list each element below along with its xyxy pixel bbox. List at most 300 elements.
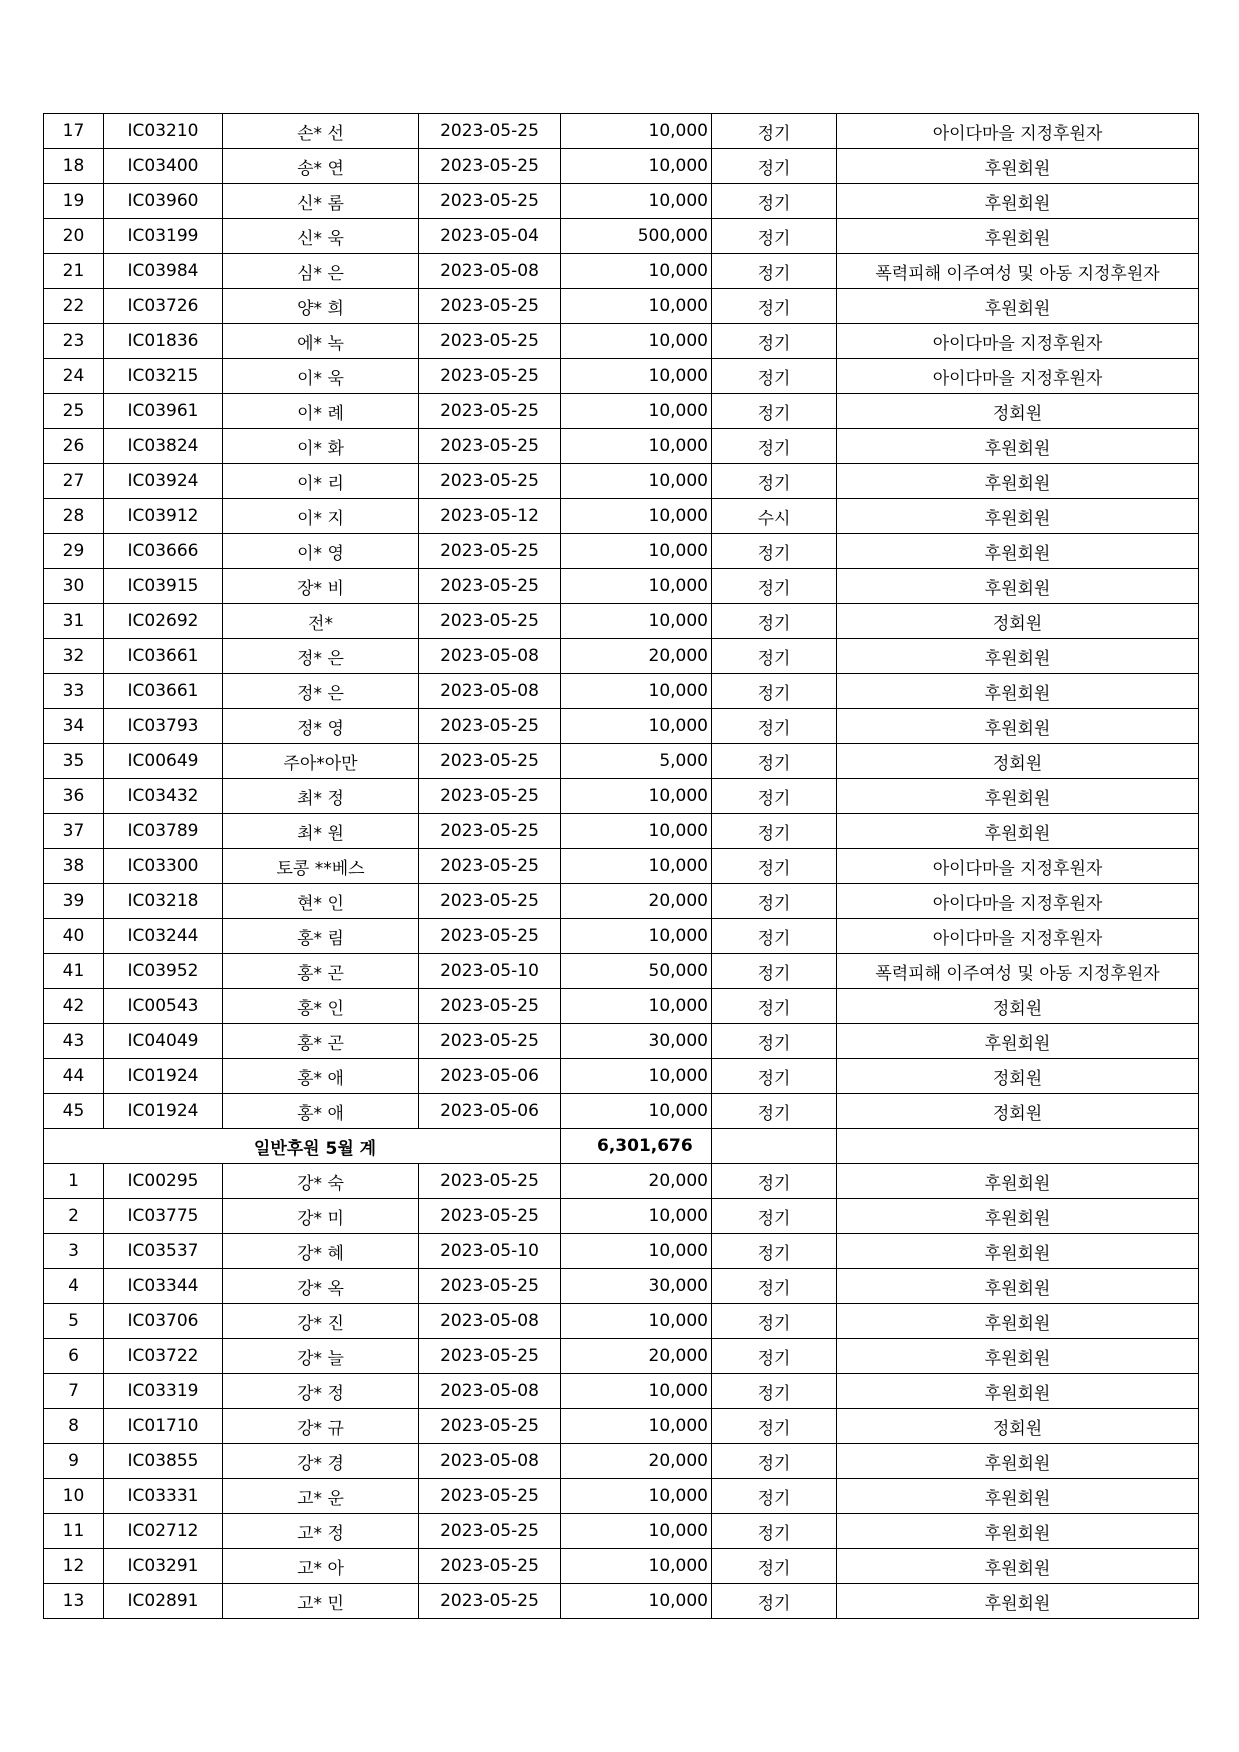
donor-id: IC02712 bbox=[104, 1514, 223, 1549]
row-number: 41 bbox=[44, 954, 104, 989]
donor-name: 정* 은 bbox=[223, 639, 419, 674]
row-number: 42 bbox=[44, 989, 104, 1024]
row-number: 18 bbox=[44, 149, 104, 184]
donor-category: 아이다마을 지정후원자 bbox=[837, 884, 1199, 919]
donor-id: IC03199 bbox=[104, 219, 223, 254]
row-number: 25 bbox=[44, 394, 104, 429]
donation-type: 정기 bbox=[712, 709, 837, 744]
donor-category: 후원회원 bbox=[837, 779, 1199, 814]
donation-amount: 10,000 bbox=[561, 324, 712, 359]
donor-id: IC02891 bbox=[104, 1584, 223, 1619]
donation-amount: 10,000 bbox=[561, 1199, 712, 1234]
donation-type: 정기 bbox=[712, 254, 837, 289]
donor-category: 폭력피해 이주여성 및 아동 지정후원자 bbox=[837, 954, 1199, 989]
donor-category: 후원회원 bbox=[837, 569, 1199, 604]
empty-cell bbox=[837, 1129, 1199, 1164]
donor-category: 후원회원 bbox=[837, 1164, 1199, 1199]
donor-id: IC02692 bbox=[104, 604, 223, 639]
donor-name: 송* 연 bbox=[223, 149, 419, 184]
donation-date: 2023-05-25 bbox=[419, 1269, 561, 1304]
table-row bbox=[44, 534, 1199, 569]
table-row bbox=[44, 674, 1199, 709]
donor-name: 강* 숙 bbox=[223, 1164, 419, 1199]
donor-category: 후원회원 bbox=[837, 534, 1199, 569]
donation-amount: 10,000 bbox=[561, 499, 712, 534]
donation-amount: 10,000 bbox=[561, 1514, 712, 1549]
row-number: 17 bbox=[44, 114, 104, 149]
table-row bbox=[44, 499, 1199, 534]
donation-amount: 10,000 bbox=[561, 779, 712, 814]
donation-date: 2023-05-10 bbox=[419, 954, 561, 989]
donation-amount: 10,000 bbox=[561, 254, 712, 289]
donation-amount: 10,000 bbox=[561, 1059, 712, 1094]
donation-type: 정기 bbox=[712, 1584, 837, 1619]
monthly-total-amount: 6,301,676 bbox=[561, 1129, 712, 1164]
donor-id: IC01710 bbox=[104, 1409, 223, 1444]
donor-id: IC04049 bbox=[104, 1024, 223, 1059]
row-number: 7 bbox=[44, 1374, 104, 1409]
donation-type: 정기 bbox=[712, 569, 837, 604]
row-number: 40 bbox=[44, 919, 104, 954]
table-row bbox=[44, 184, 1199, 219]
donor-category: 후원회원 bbox=[837, 1374, 1199, 1409]
donation-date: 2023-05-25 bbox=[419, 394, 561, 429]
donation-amount: 20,000 bbox=[561, 1444, 712, 1479]
donation-amount: 10,000 bbox=[561, 289, 712, 324]
donation-date: 2023-05-25 bbox=[419, 989, 561, 1024]
row-number: 1 bbox=[44, 1164, 104, 1199]
donation-date: 2023-05-25 bbox=[419, 464, 561, 499]
donation-date: 2023-05-25 bbox=[419, 1199, 561, 1234]
donation-type: 정기 bbox=[712, 1094, 837, 1129]
empty-cell bbox=[712, 1129, 837, 1164]
table-row bbox=[44, 1549, 1199, 1584]
row-number: 39 bbox=[44, 884, 104, 919]
donor-name: 최* 원 bbox=[223, 814, 419, 849]
table-row bbox=[44, 359, 1199, 394]
donor-id: IC03924 bbox=[104, 464, 223, 499]
donor-name: 손* 선 bbox=[223, 114, 419, 149]
donor-id: IC03218 bbox=[104, 884, 223, 919]
donor-name: 에* 녹 bbox=[223, 324, 419, 359]
donor-id: IC03722 bbox=[104, 1339, 223, 1374]
donation-amount: 20,000 bbox=[561, 639, 712, 674]
donor-name: 강* 진 bbox=[223, 1304, 419, 1339]
donor-id: IC03706 bbox=[104, 1304, 223, 1339]
donation-date: 2023-05-25 bbox=[419, 184, 561, 219]
donor-category: 아이다마을 지정후원자 bbox=[837, 849, 1199, 884]
donor-name: 신* 롬 bbox=[223, 184, 419, 219]
donation-date: 2023-05-25 bbox=[419, 1584, 561, 1619]
donation-amount: 10,000 bbox=[561, 464, 712, 499]
donor-name: 홍* 인 bbox=[223, 989, 419, 1024]
donation-date: 2023-05-08 bbox=[419, 1444, 561, 1479]
donation-amount: 10,000 bbox=[561, 919, 712, 954]
donation-date: 2023-05-25 bbox=[419, 429, 561, 464]
donor-id: IC03793 bbox=[104, 709, 223, 744]
donation-type: 정기 bbox=[712, 114, 837, 149]
row-number: 30 bbox=[44, 569, 104, 604]
table-row bbox=[44, 289, 1199, 324]
donation-amount: 30,000 bbox=[561, 1024, 712, 1059]
table-row bbox=[44, 1444, 1199, 1479]
donation-type: 정기 bbox=[712, 744, 837, 779]
donation-amount: 10,000 bbox=[561, 1409, 712, 1444]
table-row bbox=[44, 569, 1199, 604]
table-row bbox=[44, 1024, 1199, 1059]
donor-id: IC03344 bbox=[104, 1269, 223, 1304]
row-number: 20 bbox=[44, 219, 104, 254]
donation-amount: 10,000 bbox=[561, 394, 712, 429]
row-number: 33 bbox=[44, 674, 104, 709]
table-row bbox=[44, 1584, 1199, 1619]
table-row bbox=[44, 954, 1199, 989]
donation-type: 정기 bbox=[712, 919, 837, 954]
donor-category: 후원회원 bbox=[837, 1444, 1199, 1479]
row-number: 31 bbox=[44, 604, 104, 639]
table-row bbox=[44, 1269, 1199, 1304]
donation-date: 2023-05-25 bbox=[419, 324, 561, 359]
donor-id: IC03855 bbox=[104, 1444, 223, 1479]
donation-date: 2023-05-04 bbox=[419, 219, 561, 254]
donation-amount: 10,000 bbox=[561, 359, 712, 394]
table-row bbox=[44, 1339, 1199, 1374]
donation-type: 정기 bbox=[712, 1024, 837, 1059]
donor-name: 홍* 애 bbox=[223, 1059, 419, 1094]
donor-name: 고* 정 bbox=[223, 1514, 419, 1549]
donor-name: 홍* 곤 bbox=[223, 954, 419, 989]
table-row bbox=[44, 1059, 1199, 1094]
table-row bbox=[44, 1199, 1199, 1234]
row-number: 26 bbox=[44, 429, 104, 464]
row-number: 13 bbox=[44, 1584, 104, 1619]
donation-type: 정기 bbox=[712, 359, 837, 394]
donor-category: 후원회원 bbox=[837, 1234, 1199, 1269]
donor-name: 이* 영 bbox=[223, 534, 419, 569]
donation-date: 2023-05-25 bbox=[419, 114, 561, 149]
donation-type: 수시 bbox=[712, 499, 837, 534]
table-row bbox=[44, 394, 1199, 429]
donor-category: 후원회원 bbox=[837, 709, 1199, 744]
donor-category: 아이다마을 지정후원자 bbox=[837, 919, 1199, 954]
donor-category: 정회원 bbox=[837, 394, 1199, 429]
donor-id: IC03726 bbox=[104, 289, 223, 324]
donor-id: IC03661 bbox=[104, 674, 223, 709]
row-number: 8 bbox=[44, 1409, 104, 1444]
donation-date: 2023-05-08 bbox=[419, 254, 561, 289]
donation-date: 2023-05-25 bbox=[419, 604, 561, 639]
donation-amount: 10,000 bbox=[561, 149, 712, 184]
donation-type: 정기 bbox=[712, 219, 837, 254]
donor-id: IC01836 bbox=[104, 324, 223, 359]
monthly-total-row bbox=[44, 1129, 1199, 1164]
donor-id: IC00543 bbox=[104, 989, 223, 1024]
donation-type: 정기 bbox=[712, 464, 837, 499]
row-number: 32 bbox=[44, 639, 104, 674]
row-number: 23 bbox=[44, 324, 104, 359]
donor-category: 후원회원 bbox=[837, 149, 1199, 184]
donor-category: 아이다마을 지정후원자 bbox=[837, 324, 1199, 359]
table-row bbox=[44, 1514, 1199, 1549]
donation-amount: 10,000 bbox=[561, 604, 712, 639]
donation-type: 정기 bbox=[712, 1374, 837, 1409]
donation-type: 정기 bbox=[712, 954, 837, 989]
donation-amount: 10,000 bbox=[561, 674, 712, 709]
donation-date: 2023-05-25 bbox=[419, 534, 561, 569]
table-row bbox=[44, 884, 1199, 919]
donor-category: 아이다마을 지정후원자 bbox=[837, 359, 1199, 394]
donation-type: 정기 bbox=[712, 1339, 837, 1374]
donation-amount: 10,000 bbox=[561, 534, 712, 569]
row-number: 9 bbox=[44, 1444, 104, 1479]
donation-amount: 500,000 bbox=[561, 219, 712, 254]
donor-name: 정* 은 bbox=[223, 674, 419, 709]
donor-name: 양* 희 bbox=[223, 289, 419, 324]
donor-name: 강* 규 bbox=[223, 1409, 419, 1444]
donation-date: 2023-05-06 bbox=[419, 1094, 561, 1129]
row-number: 43 bbox=[44, 1024, 104, 1059]
donor-id: IC03666 bbox=[104, 534, 223, 569]
donor-id: IC03215 bbox=[104, 359, 223, 394]
donor-category: 정회원 bbox=[837, 989, 1199, 1024]
donor-name: 전* bbox=[223, 604, 419, 639]
donor-name: 고* 민 bbox=[223, 1584, 419, 1619]
donor-name: 홍* 애 bbox=[223, 1094, 419, 1129]
table-row bbox=[44, 989, 1199, 1024]
table-row bbox=[44, 429, 1199, 464]
donor-id: IC03661 bbox=[104, 639, 223, 674]
donation-type: 정기 bbox=[712, 849, 837, 884]
donor-category: 후원회원 bbox=[837, 1024, 1199, 1059]
row-number: 34 bbox=[44, 709, 104, 744]
donor-name: 이* 욱 bbox=[223, 359, 419, 394]
donation-date: 2023-05-25 bbox=[419, 884, 561, 919]
table-row bbox=[44, 149, 1199, 184]
donation-type: 정기 bbox=[712, 1514, 837, 1549]
donor-id: IC03775 bbox=[104, 1199, 223, 1234]
row-number: 44 bbox=[44, 1059, 104, 1094]
donation-amount: 10,000 bbox=[561, 184, 712, 219]
row-number: 5 bbox=[44, 1304, 104, 1339]
donation-type: 정기 bbox=[712, 184, 837, 219]
donation-type: 정기 bbox=[712, 1059, 837, 1094]
donor-category: 후원회원 bbox=[837, 1584, 1199, 1619]
donation-amount: 10,000 bbox=[561, 814, 712, 849]
donor-id: IC03984 bbox=[104, 254, 223, 289]
donation-amount: 10,000 bbox=[561, 1094, 712, 1129]
donation-date: 2023-05-08 bbox=[419, 1304, 561, 1339]
donor-id: IC01924 bbox=[104, 1094, 223, 1129]
row-number: 10 bbox=[44, 1479, 104, 1514]
donor-category: 후원회원 bbox=[837, 674, 1199, 709]
donation-date: 2023-05-06 bbox=[419, 1059, 561, 1094]
donor-category: 후원회원 bbox=[837, 219, 1199, 254]
table-row bbox=[44, 254, 1199, 289]
donor-category: 후원회원 bbox=[837, 499, 1199, 534]
donation-amount: 20,000 bbox=[561, 1339, 712, 1374]
donation-type: 정기 bbox=[712, 149, 837, 184]
table-row bbox=[44, 779, 1199, 814]
donor-name: 주아*아만 bbox=[223, 744, 419, 779]
table-row bbox=[44, 604, 1199, 639]
donor-category: 후원회원 bbox=[837, 1304, 1199, 1339]
table-row bbox=[44, 744, 1199, 779]
donor-id: IC03952 bbox=[104, 954, 223, 989]
donation-date: 2023-05-10 bbox=[419, 1234, 561, 1269]
donation-amount: 10,000 bbox=[561, 569, 712, 604]
donor-name: 장* 비 bbox=[223, 569, 419, 604]
donor-category: 후원회원 bbox=[837, 1549, 1199, 1584]
donation-type: 정기 bbox=[712, 1444, 837, 1479]
row-number: 2 bbox=[44, 1199, 104, 1234]
row-number: 6 bbox=[44, 1339, 104, 1374]
donor-name: 이* 례 bbox=[223, 394, 419, 429]
donor-id: IC03400 bbox=[104, 149, 223, 184]
donor-category: 후원회원 bbox=[837, 1269, 1199, 1304]
donation-amount: 10,000 bbox=[561, 989, 712, 1024]
table-row bbox=[44, 814, 1199, 849]
donor-name: 홍* 림 bbox=[223, 919, 419, 954]
donation-amount: 10,000 bbox=[561, 1479, 712, 1514]
table-row bbox=[44, 324, 1199, 359]
donation-type: 정기 bbox=[712, 814, 837, 849]
donation-amount: 10,000 bbox=[561, 1234, 712, 1269]
row-number: 35 bbox=[44, 744, 104, 779]
donation-date: 2023-05-25 bbox=[419, 1549, 561, 1584]
donor-name: 최* 정 bbox=[223, 779, 419, 814]
donation-amount: 10,000 bbox=[561, 114, 712, 149]
donor-id: IC03319 bbox=[104, 1374, 223, 1409]
donor-name: 고* 아 bbox=[223, 1549, 419, 1584]
donation-type: 정기 bbox=[712, 779, 837, 814]
donor-id: IC03331 bbox=[104, 1479, 223, 1514]
row-number: 12 bbox=[44, 1549, 104, 1584]
donation-date: 2023-05-25 bbox=[419, 1339, 561, 1374]
donation-amount: 10,000 bbox=[561, 1374, 712, 1409]
donation-type: 정기 bbox=[712, 1199, 837, 1234]
donation-type: 정기 bbox=[712, 324, 837, 359]
donation-amount: 30,000 bbox=[561, 1269, 712, 1304]
donor-category: 후원회원 bbox=[837, 1479, 1199, 1514]
row-number: 36 bbox=[44, 779, 104, 814]
donor-id: IC01924 bbox=[104, 1059, 223, 1094]
table-row bbox=[44, 1304, 1199, 1339]
donation-table-body bbox=[44, 114, 1199, 1619]
donation-table bbox=[43, 113, 1199, 1619]
donation-date: 2023-05-25 bbox=[419, 744, 561, 779]
row-number: 28 bbox=[44, 499, 104, 534]
donor-name: 심* 은 bbox=[223, 254, 419, 289]
donor-category: 정회원 bbox=[837, 744, 1199, 779]
donation-date: 2023-05-25 bbox=[419, 1409, 561, 1444]
donor-id: IC03789 bbox=[104, 814, 223, 849]
table-row bbox=[44, 1234, 1199, 1269]
donor-name: 이* 화 bbox=[223, 429, 419, 464]
donation-type: 정기 bbox=[712, 604, 837, 639]
donor-name: 강* 정 bbox=[223, 1374, 419, 1409]
donation-date: 2023-05-25 bbox=[419, 779, 561, 814]
donor-name: 홍* 곤 bbox=[223, 1024, 419, 1059]
table-row bbox=[44, 114, 1199, 149]
table-row bbox=[44, 464, 1199, 499]
donation-type: 정기 bbox=[712, 534, 837, 569]
row-number: 27 bbox=[44, 464, 104, 499]
monthly-total-label: 일반후원 5월 계 bbox=[44, 1129, 561, 1164]
donor-name: 토콩 **베스 bbox=[223, 849, 419, 884]
donor-id: IC03537 bbox=[104, 1234, 223, 1269]
donor-category: 후원회원 bbox=[837, 464, 1199, 499]
donation-type: 정기 bbox=[712, 1234, 837, 1269]
donor-category: 정회원 bbox=[837, 1409, 1199, 1444]
donation-amount: 10,000 bbox=[561, 1549, 712, 1584]
donation-date: 2023-05-25 bbox=[419, 1479, 561, 1514]
donor-category: 정회원 bbox=[837, 1094, 1199, 1129]
table-row bbox=[44, 1374, 1199, 1409]
donor-id: IC03244 bbox=[104, 919, 223, 954]
donation-amount: 10,000 bbox=[561, 849, 712, 884]
donor-name: 강* 혜 bbox=[223, 1234, 419, 1269]
row-number: 4 bbox=[44, 1269, 104, 1304]
donation-date: 2023-05-25 bbox=[419, 359, 561, 394]
donor-id: IC03824 bbox=[104, 429, 223, 464]
row-number: 38 bbox=[44, 849, 104, 884]
donation-date: 2023-05-25 bbox=[419, 709, 561, 744]
donor-category: 후원회원 bbox=[837, 289, 1199, 324]
donation-date: 2023-05-25 bbox=[419, 849, 561, 884]
row-number: 45 bbox=[44, 1094, 104, 1129]
donor-id: IC00295 bbox=[104, 1164, 223, 1199]
donor-category: 후원회원 bbox=[837, 184, 1199, 219]
row-number: 22 bbox=[44, 289, 104, 324]
donation-date: 2023-05-25 bbox=[419, 289, 561, 324]
donor-name: 강* 옥 bbox=[223, 1269, 419, 1304]
donation-amount: 50,000 bbox=[561, 954, 712, 989]
donor-id: IC03915 bbox=[104, 569, 223, 604]
table-row bbox=[44, 639, 1199, 674]
donor-id: IC03210 bbox=[104, 114, 223, 149]
table-row bbox=[44, 849, 1199, 884]
donor-category: 폭력피해 이주여성 및 아동 지정후원자 bbox=[837, 254, 1199, 289]
row-number: 29 bbox=[44, 534, 104, 569]
donor-name: 이* 지 bbox=[223, 499, 419, 534]
row-number: 37 bbox=[44, 814, 104, 849]
donor-id: IC03961 bbox=[104, 394, 223, 429]
donor-category: 후원회원 bbox=[837, 429, 1199, 464]
row-number: 11 bbox=[44, 1514, 104, 1549]
donation-type: 정기 bbox=[712, 884, 837, 919]
table-row bbox=[44, 1409, 1199, 1444]
donation-type: 정기 bbox=[712, 674, 837, 709]
table-row bbox=[44, 1479, 1199, 1514]
donor-category: 정회원 bbox=[837, 604, 1199, 639]
donor-id: IC03912 bbox=[104, 499, 223, 534]
donor-id: IC03432 bbox=[104, 779, 223, 814]
donor-name: 고* 운 bbox=[223, 1479, 419, 1514]
donor-category: 후원회원 bbox=[837, 1199, 1199, 1234]
donor-id: IC03291 bbox=[104, 1549, 223, 1584]
donation-date: 2023-05-25 bbox=[419, 1024, 561, 1059]
donation-type: 정기 bbox=[712, 1549, 837, 1584]
table-row bbox=[44, 709, 1199, 744]
donor-id: IC00649 bbox=[104, 744, 223, 779]
donation-type: 정기 bbox=[712, 1164, 837, 1199]
donation-type: 정기 bbox=[712, 289, 837, 324]
donation-date: 2023-05-25 bbox=[419, 919, 561, 954]
donor-name: 정* 영 bbox=[223, 709, 419, 744]
donation-type: 정기 bbox=[712, 429, 837, 464]
table-row bbox=[44, 1094, 1199, 1129]
donor-name: 강* 미 bbox=[223, 1199, 419, 1234]
